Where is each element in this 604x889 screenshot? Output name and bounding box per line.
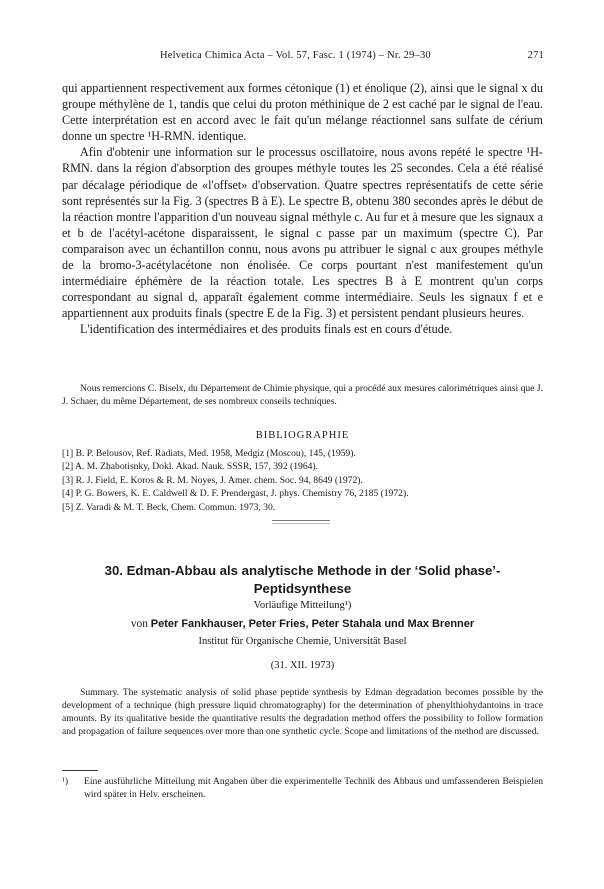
article-title-text: Edman-Abbau als analytische Methode in der ‘Solid phase’-Peptidsynthese (126, 563, 501, 596)
bibliography-entry: [1] B. P. Belousov, Ref. Radiats, Med. 1958, Medgiz (Moscou), 145, (1959). (62, 448, 356, 459)
author-names: Peter Fankhauser, Peter Fries, Peter Stahala und Max Brenner (150, 618, 475, 630)
bibliography-entry: [5] Z. Varadi & M. T. Beck, Chem. Commun. 1973, 30. (62, 501, 276, 513)
received-date: (31. XII. 1973) (270, 660, 335, 671)
paragraph-3: L'identification des intermédiaires et des produits finals est en cours d'étude. (80, 322, 453, 337)
running-head (60, 50, 544, 61)
footnote-mark: ¹) (62, 776, 69, 787)
article-title (62, 562, 543, 598)
footnote-text: Eine ausführliche Mitteilung mit Angaben über die experimentelle Technik des Abbaus und umfassenderen Beispielen wird später in Helv. erscheinen. (84, 776, 543, 800)
bibliography-entry: [2] A. M. Zhabotisnky, Dokl. Akad. Nauk. SSSR, 157, 392 (1964). (62, 461, 319, 473)
paragraph-1: qui appartiennent respectivement aux formes cétonique (1) et énolique (2), ainsi que le signal x du groupe méthylène de 1, tandis que celui du proton méthinique de 2 est caché par le signal de l'eau. Cette interprétation est en accord avec le fait qu'un mélange réactionnel sans sulfate de cérium donne un spectre ¹H-RMN. identique. (62, 81, 543, 144)
preliminary-note: Vorläufige Mitteilung¹) (253, 600, 352, 611)
paragraph-2: Afin d'obtenir une information sur le processus oscillatoire, nous avons repété le spectre ¹H-RMN. dans la région d'absorption des groupes méthyle toutes les 25 secondes. Cela a été réalisé par décalage périodique de «l'offset» d'observation. Quatre spectres représentatifs de cette série sont représentés sur la Fig. 3 (spectres B à E). Le spectre B, obtenu 380 secondes après le début de la réaction montre l'apparition d'un nouveau signal méthyle c. Au fur et à mesure que les signaux a et b de l'acétyl-acétone disparaissent, le signal c passe par un maximum (spectre C). Par comparaison avec un échantillon connu, nous avons pu attribuer le signal c aux groupes méthyle de la bromo-3-acétylacétone non énolisée. Ce corps pourtant n'est manifestement qu'un intermédiaire éphémère de la réaction totale. Les spectres B à E montrent qu'un corps correspondant au signal d, apparaît également comme intermédiaire. Seuls les signaux f et e appartiennent aux produits finals (spectre E de la Fig. 3) et persistent pendant plusieurs heures. (62, 145, 543, 321)
page-number: 271 (527, 50, 544, 61)
bibliography-entry: [3] R. J. Field, E. Koros & R. M. Noyes, J. Amer. chem. Soc. 94, 8649 (1972). (62, 474, 363, 486)
footnote (62, 775, 543, 801)
bibliography-entry: [4] P. G. Bowers, K. E. Caldwell & D. F. Prendergast, J. phys. Chemistry 76, 2185 (1972). (62, 488, 409, 500)
author-line (62, 618, 543, 630)
summary-paragraph: Summary. The systematic analysis of solid phase peptide synthesis by Edman degradation becomes possible by the development of a technique (high pressure liquid chromatography) for the determination of phenylthiohydantoins in trace amounts. By its qualitative beside the quantitative results the degradation method offers the possibility to follow formation and propagation of failure sequences over more than one synthetic cycle. Scope and limitations of the method are discussed. (62, 687, 543, 738)
bibliography-title: BIBLIOGRAPHIE (255, 430, 350, 441)
institute: Institut für Organische Chemie, Universität Basel (198, 636, 407, 647)
body-text (62, 80, 543, 338)
section-divider-secondary (272, 523, 330, 524)
article-number: 30. (104, 563, 123, 578)
journal-citation: Helvetica Chimica Acta – Vol. 57, Fasc. 1 (1974) – Nr. 29–30 (160, 50, 431, 61)
authors-prefix: von (130, 618, 148, 630)
bibliography-list (62, 447, 543, 514)
acknowledgement: Nous remercions C. Biselx, du Département de Chimie physique, qui a procédé aux mesures calorimétriques ainsi que J. J. Schaer, du même Département, de ses nombreux conseils techniques. (62, 383, 543, 408)
section-divider (272, 520, 330, 521)
footnote-rule (62, 770, 98, 771)
